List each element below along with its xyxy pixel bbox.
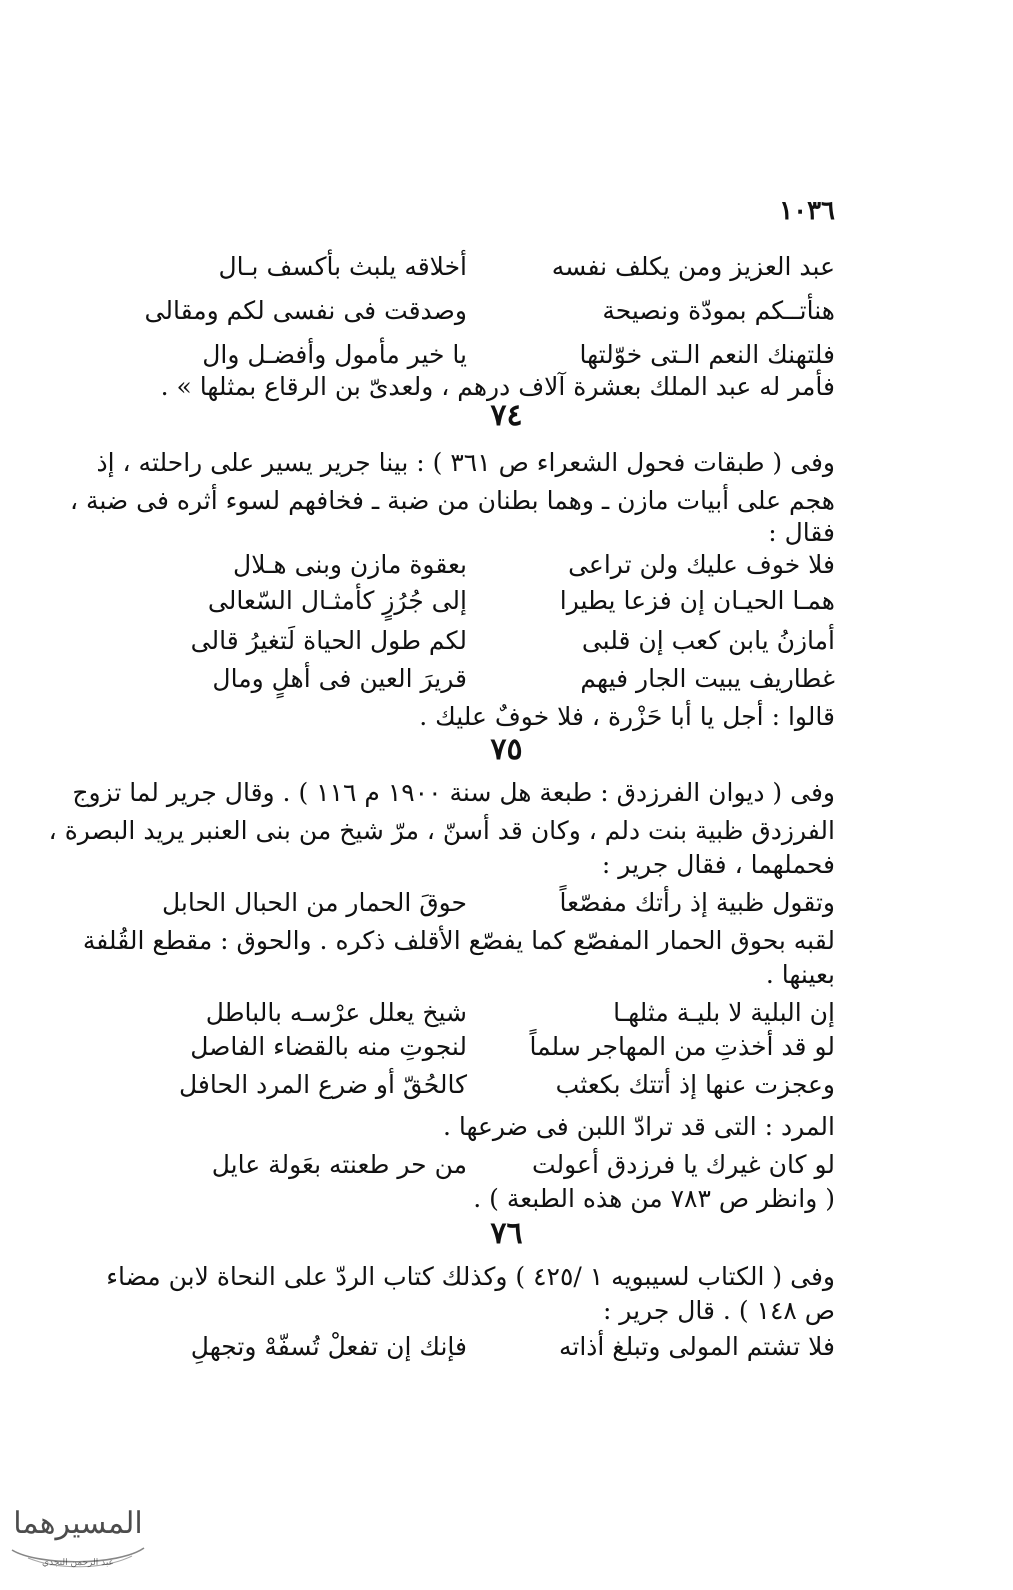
prose-line: ص ١٤٨ ) . قال جرير : xyxy=(602,1296,835,1325)
prose-line: الفرزدق ظبية بنت دلم ، وكان قد أسنّ ، مرّ شيخ من بنى العنبر يريد البصرة ، xyxy=(48,816,835,845)
verse-line xyxy=(167,250,835,284)
hemistich-2: يا خير مأمول وأفضـل وال xyxy=(202,340,467,369)
hemistich-1: أمازنُ يابن كعب إن قلبى xyxy=(581,626,835,655)
verse-line xyxy=(167,996,835,1030)
hemistich-2: كالحُقّ أو ضرع المرد الحافل xyxy=(178,1070,467,1099)
verse-line xyxy=(167,1068,835,1102)
prose-line: ( وانظر ص ٧٨٣ من هذه الطبعة ) . xyxy=(473,1184,835,1213)
watermark-stamp xyxy=(8,1500,148,1580)
prose-line: قالوا : أجل يا أبا حَزْرة ، فلا خوفٌ عليك . xyxy=(419,702,835,731)
hemistich-2: لنجوتِ منه بالقضاء الفاصل xyxy=(190,1032,467,1061)
prose-line: وفى ( طبقات فحول الشعراء ص ٣٦١ ) : بينا جرير يسير على راحلته ، إذ xyxy=(96,448,835,477)
hemistich-2: قريرَ العين فى أهلٍ ومال xyxy=(212,664,467,693)
hemistich-1: غطاريف يبيت الجار فيهم xyxy=(580,664,835,693)
verse-line xyxy=(161,886,835,920)
section-number-74: ٧٤ xyxy=(490,398,523,433)
prose-line: المرد : التى قد ترادّ اللبن فى ضرعها . xyxy=(442,1112,835,1141)
prose-line: فأمر له عبد الملك بعشرة آلاف درهم ، ولعدىّ بن الرقاع بمثلها » . xyxy=(160,372,835,401)
hemistich-1: همـا الحيـان إن فزعا يطيرا xyxy=(559,586,835,615)
page-number: ١٠٣٦ xyxy=(779,196,835,226)
prose-line: فقال : xyxy=(768,518,835,547)
hemistich-1: إن البلية لا بليـة مثلهـا xyxy=(613,998,835,1027)
hemistich-2: من حر طعنته بعَولة عايل xyxy=(211,1150,467,1179)
verse-line xyxy=(167,1030,835,1064)
verse-line xyxy=(167,1148,835,1182)
verse-line xyxy=(167,548,835,582)
section-number-75: ٧٥ xyxy=(490,732,523,767)
hemistich-1: فلا تشتم المولى وتبلغ أذاته xyxy=(558,1332,835,1361)
verse-line xyxy=(167,624,835,658)
prose-line: فحملهما ، فقال جرير : xyxy=(601,850,835,879)
section-number-76: ٧٦ xyxy=(490,1216,523,1251)
hemistich-2: حوقَ الحمار من الحبال الحابل xyxy=(161,888,467,917)
verse-line xyxy=(167,1330,835,1364)
verse-line xyxy=(167,662,835,696)
hemistich-2: أخلاقه يلبث بأكسف بـال xyxy=(218,252,467,281)
verse-line xyxy=(167,584,835,618)
hemistich-2: إلى جُرُزٍ كأمثـال السّعالى xyxy=(207,586,467,615)
hemistich-2: فإنك إن تفعلْ تُسفّهْ وتجهلِ xyxy=(190,1332,467,1361)
verse-line xyxy=(167,338,835,372)
hemistich-1: فلتهنك النعم الـتى خوّلتها xyxy=(579,340,835,369)
prose-line: وفى ( ديوان الفرزدق : طبعة هل سنة ١٩٠٠ م ١١٦ ) . وقال جرير لما تزوج xyxy=(72,778,835,807)
prose-line: لقبه بحوق الحمار المفصّع كما يفصّع الأقلف ذكره . والحوق : مقطع القُلفة xyxy=(82,926,835,955)
hemistich-2: وصدقت فى نفسى لكم ومقالى xyxy=(144,296,467,325)
prose-line: بعينها . xyxy=(765,960,835,989)
prose-line: وفى ( الكتاب لسيبويه ١ /٤٢٥ ) وكذلك كتاب الردّ على النحاة لابن مضاء xyxy=(106,1262,835,1291)
hemistich-2: شيخ يعلل عرْسـه بالباطل xyxy=(205,998,467,1027)
hemistich-1: لو قد أخذتِ من المهاجر سلماً xyxy=(529,1032,835,1061)
hemistich-1: هنأتــكم بمودّة ونصيحة xyxy=(602,296,835,325)
hemistich-1: عبد العزيز ومن يكلف نفسه xyxy=(551,252,835,281)
hemistich-1: وتقول ظبية إذ رأتك مفصّعاً xyxy=(559,888,835,917)
hemistich-1: فلا خوف عليك ولن تراعى xyxy=(568,550,835,579)
stamp-subtext: عبد الرحمن النجدي xyxy=(42,1558,114,1568)
hemistich-2: بعقوة مازن وبنى هـلال xyxy=(233,550,467,579)
hemistich-2: لكم طول الحياة لَتغيرُ قالى xyxy=(190,626,467,655)
prose-line: هجم على أبيات مازن ـ وهما بطنان من ضبة ـ فخافهم لسوء أثره فى ضبة ، xyxy=(69,486,835,515)
stamp-text: المسيرهما xyxy=(13,1506,143,1541)
verse-line xyxy=(144,294,835,328)
hemistich-1: لو كان غيرك يا فرزدق أعولت xyxy=(531,1150,835,1179)
hemistich-1: وعجزت عنها إذ أتتك بكعثب xyxy=(555,1070,835,1099)
